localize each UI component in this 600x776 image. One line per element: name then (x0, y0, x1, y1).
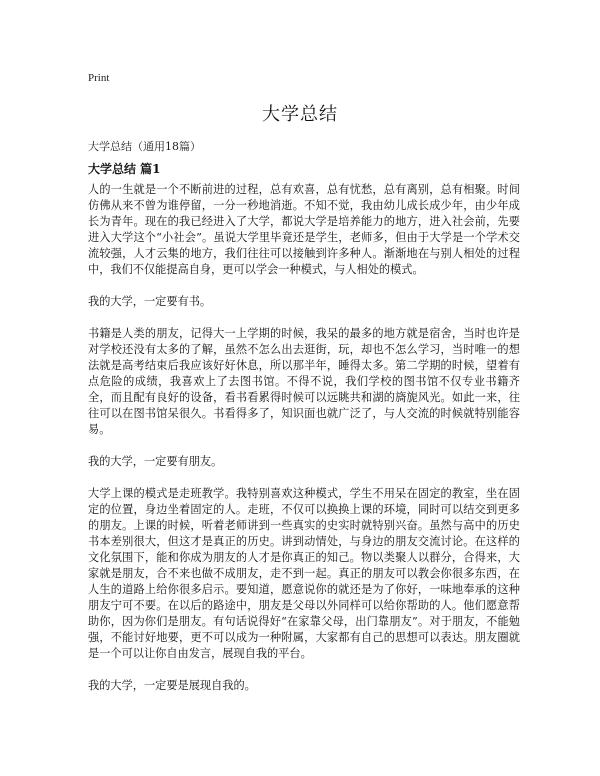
document-subtitle: 大学总结（通用18篇） (88, 140, 201, 153)
paragraph: 我的大学，一定要是展现自我的。 (88, 679, 256, 692)
paragraph: 书籍是人类的朋友，记得大一上学期的时候，我呆的最多的地方就是宿舍，当时也许是对学校还没有太多的了解，虽然不怎么出去逛街，玩，却也不怎么学习，当时唯一的想法就是高考结束后我应该好好休息，所以那半年，睡得太多。第二学期的时候，望着有点危险的成绩，我喜欢上了去图书馆。不得不说，我们学校的图书馆不仅专业书籍齐全，而且配有良好的设备，看书看累得时候可以远眺共和湖的旖旎风光。如此一来，往往可以在图书馆呆很久。书看得多了，知识面也就广泛了，与人交流的时候就特别能容易。 (88, 327, 520, 436)
paragraph: 我的大学，一定要有书。 (88, 295, 212, 308)
document-body (88, 182, 520, 710)
paragraph: 人的一生就是一个不断前进的过程，总有欢喜，总有忧愁，总有离别，总有相聚。时间仿佛从来不曾为谁停留，一分一秒地消逝。不知不觉，我由幼儿成长成少年，由少年成长为青年。现在的我已经进入了大学，都说大学是培养能力的地方，进入社会前，先要进入大学这个“小社会”。虽说大学里毕竟还是学生，老师多，但由于大学是一个学术交流较强，人才云集的地方，我们往往可以接触到许多种人。渐渐地在与别人相处的过程中，我们不仅能提高自身，更可以学会一种模式，与人相处的模式。 (88, 183, 520, 276)
section-heading: 大学总结 篇1 (88, 162, 161, 176)
paragraph: 大学上课的模式是走班教学。我特别喜欢这种模式，学生不用呆在固定的教室，坐在固定的位置，身边坐着固定的人。走班，不仅可以换换上课的环境，同时可以结交到更多的朋友。上课的时候，听着老师讲到一些真实的史实时就特别兴奋。虽然与高中的历史书本差别很大，但这才是真正的历史。讲到动情处，与身边的朋友交流讨论。在这样的文化氛围下，能和你成为朋友的人才是你真正的知己。物以类聚人以群分，合得来，大家就是朋友，合不来也做不成朋友，走不到一起。真正的朋友可以教会你很多东西，在人生的道路上给你很多启示。要知道，愿意说你的就还是为了你好，一味地奉承的这种朋友宁可不要。在以后的路途中，朋友是父母以外同样可以给你帮助的人。他们愿意帮助你，因为你们是朋友。有句话说得好“在家靠父母，出门靠朋友”。对于朋友，不能勉强，不能讨好地要，更不可以成为一种附属，大家都有自己的思想可以表达。朋友圈就是一个可以让你自由发言，展现自我的平台。 (88, 487, 520, 660)
page-title: 大学总结 (262, 104, 338, 125)
paragraph: 我的大学，一定要有朋友。 (88, 455, 223, 468)
print-link[interactable]: Print (88, 72, 110, 84)
